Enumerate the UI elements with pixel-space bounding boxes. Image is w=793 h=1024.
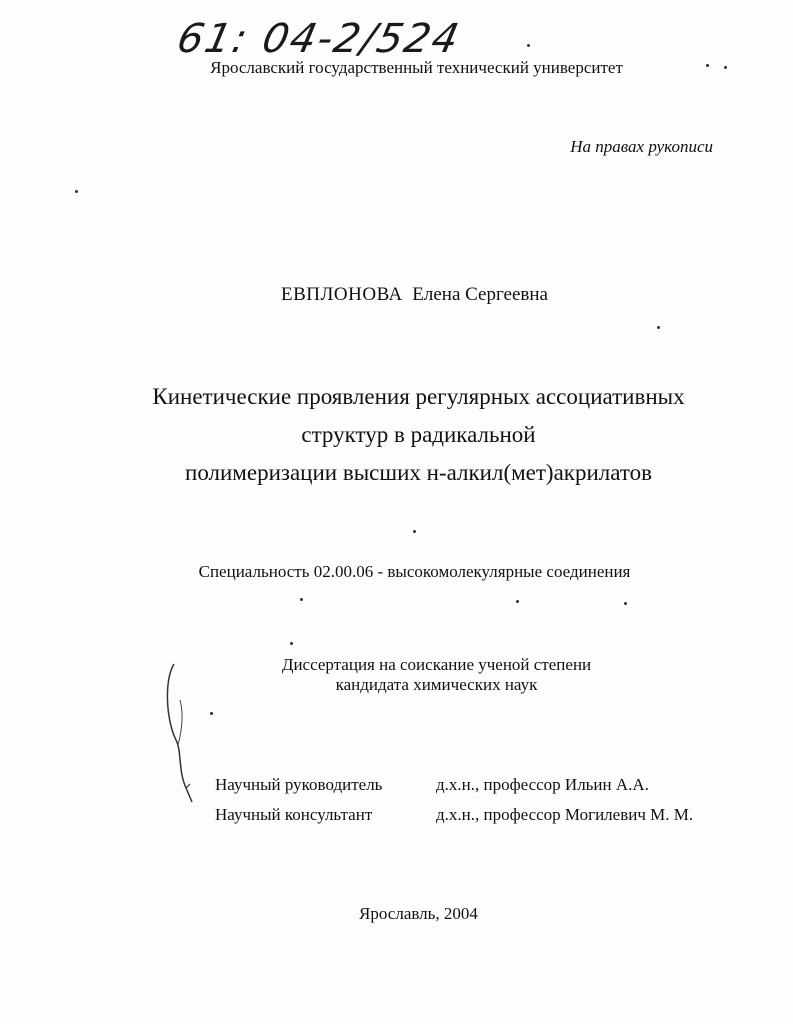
scan-speck <box>290 642 293 645</box>
scan-speck <box>624 602 627 605</box>
scan-speck <box>724 66 727 69</box>
scan-speck <box>75 190 78 193</box>
handwritten-archive-code: 61: 04-2/524 <box>173 16 465 62</box>
specialty: Специальность 02.00.06 - высокомолекулярные соединения <box>198 562 631 581</box>
staff-name: д.х.н., профессор Ильин А.А. <box>436 775 649 794</box>
scan-speck <box>210 712 213 715</box>
author-surname: ЕВПЛОНОВА <box>281 284 403 305</box>
title-line: структур в радикальной <box>301 422 536 447</box>
degree-line: Диссертация на соискание ученой степени <box>281 655 592 674</box>
scan-speck <box>516 600 519 603</box>
staff-role: Научный руководитель <box>215 775 383 794</box>
staff-row <box>215 770 693 800</box>
scan-speck <box>413 530 416 533</box>
rights-note: На правах рукописи <box>570 137 713 156</box>
scan-speck <box>706 64 709 67</box>
title-line: полимеризации высших н-алкил(мет)акрилатов <box>185 460 652 485</box>
author-name <box>0 284 793 306</box>
scan-speck <box>657 326 660 329</box>
supervisors <box>215 770 693 830</box>
university-name: Ярославский государственный технический университет <box>210 58 623 77</box>
staff-name: д.х.н., профессор Могилевич М. М. <box>436 805 694 824</box>
dissertation-title <box>0 378 793 492</box>
title-line: Кинетические проявления регулярных ассоциативных <box>152 384 685 409</box>
staff-role: Научный консультант <box>215 805 373 824</box>
dissertation-degree <box>0 655 793 695</box>
degree-line: кандидата химических наук <box>335 675 538 694</box>
staff-row <box>215 800 693 830</box>
scan-speck <box>527 44 530 47</box>
margin-bracket-mark <box>160 660 200 810</box>
author-given-names: Елена Сергеевна <box>412 284 548 305</box>
scan-speck <box>300 598 303 601</box>
city-year: Ярославль, 2004 <box>359 904 478 923</box>
